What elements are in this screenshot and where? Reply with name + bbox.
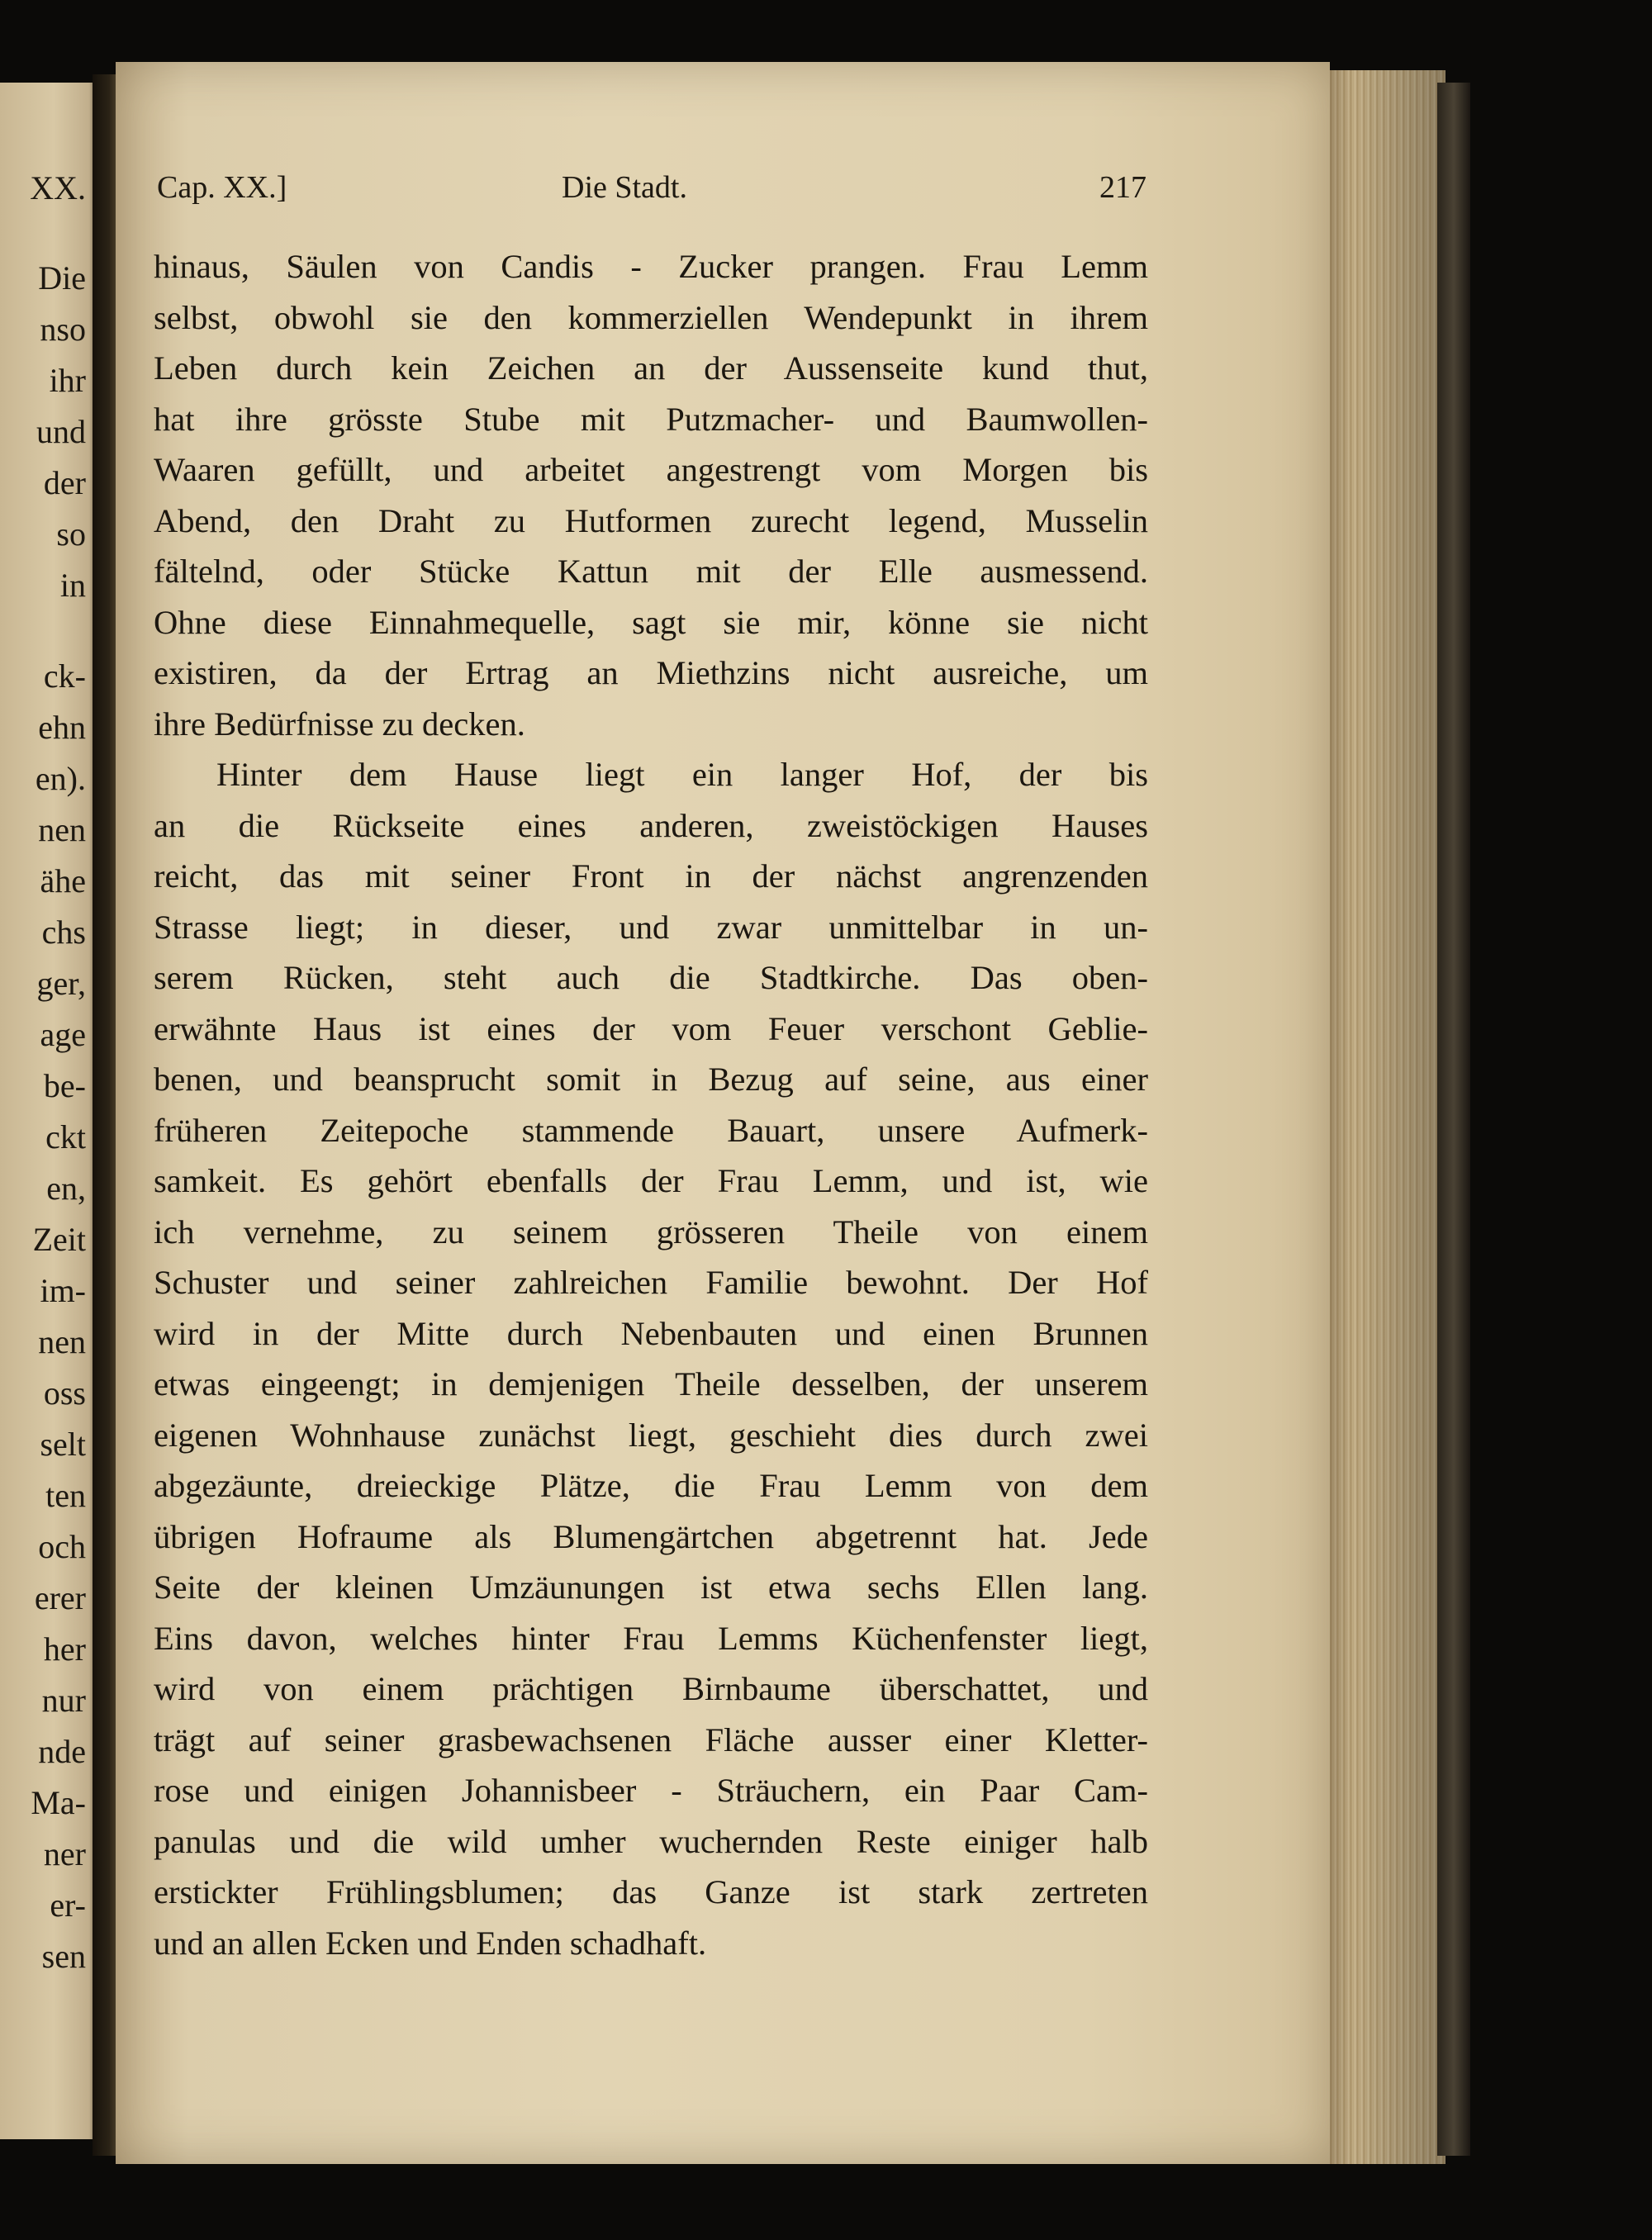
- previous-page-fragment: in: [59, 567, 86, 604]
- text-line: und an allen Ecken und Enden schadhaft.: [154, 1924, 707, 1962]
- previous-page-fragment: be-: [43, 1067, 86, 1104]
- text-line: erwähnte Haus ist eines der vom Feuer verschont Geblie-: [154, 1009, 1148, 1047]
- text-line: wird in der Mitte durch Nebenbauten und einen Brunnen: [154, 1314, 1148, 1352]
- previous-page-fragment: och: [38, 1528, 86, 1565]
- previous-page-fragment: und: [36, 413, 86, 450]
- text-line: existiren, da der Ertrag an Miethzins nicht ausreiche, um: [154, 654, 1148, 691]
- previous-page-fragment: Die: [38, 259, 86, 297]
- previous-page-fragment: so: [56, 515, 86, 553]
- text-line: früheren Zeitepoche stammende Bauart, unsere Aufmerk-: [154, 1111, 1148, 1149]
- running-header: [157, 169, 1146, 219]
- text-line: abgezäunte, dreieckige Plätze, die Frau Lemm von dem: [154, 1467, 1148, 1504]
- text-line: eigenen Wohnhause zunächst liegt, geschieht dies durch zwei: [154, 1416, 1148, 1454]
- text-line: fältelnd, oder Stücke Kattun mit der Elle ausmessend.: [154, 553, 1148, 590]
- text-line: hinaus, Säulen von Candis - Zucker prangen. Frau Lemm: [154, 248, 1148, 285]
- previous-page-fragment: ihr: [49, 362, 86, 399]
- previous-page-fragment: nde: [38, 1733, 86, 1770]
- previous-page-fragment: im-: [40, 1272, 86, 1309]
- text-line: benen, und beansprucht somit in Bezug auf seine, aus einer: [154, 1061, 1148, 1098]
- book-cover-edge: [1437, 83, 1470, 2156]
- page-block-fore-edge: [1313, 70, 1446, 2164]
- chapter-label: Cap. XX.]: [157, 170, 287, 205]
- previous-page-fragment: oss: [43, 1374, 86, 1412]
- previous-page-fragment: ckt: [45, 1118, 86, 1156]
- text-line: trägt auf seiner grasbewachsenen Fläche ausser einer Kletter-: [154, 1720, 1148, 1758]
- body-text: [154, 241, 1148, 1968]
- text-line: Hinter dem Hause liegt ein langer Hof, der bis: [216, 756, 1148, 793]
- text-line: ich vernehme, zu seinem grösseren Theile von einem: [154, 1213, 1148, 1251]
- previous-page-fragment: Ma-: [31, 1784, 86, 1821]
- text-line: reicht, das mit seiner Front in der nächst angrenzenden: [154, 857, 1148, 895]
- previous-page-fragment: nso: [40, 311, 86, 348]
- previous-page-fragment: ger,: [36, 965, 86, 1002]
- previous-page-fragment: selt: [40, 1426, 86, 1463]
- previous-page-fragment: en).: [35, 760, 86, 797]
- previous-page-fragment: nen: [38, 1323, 86, 1360]
- previous-page-fragment: ten: [45, 1477, 86, 1514]
- text-line: erstickter Frühlingsblumen; das Ganze ist stark zertreten: [154, 1873, 1148, 1910]
- text-line: Eins davon, welches hinter Frau Lemms Küchenfenster liegt,: [154, 1619, 1148, 1657]
- text-line: Abend, den Draht zu Hutformen zurecht legend, Musselin: [154, 501, 1148, 539]
- text-line: Strasse liegt; in dieser, und zwar unmittelbar in un-: [154, 908, 1148, 946]
- text-line: ihre Bedürfnisse zu decken.: [154, 705, 525, 743]
- text-line: rose und einigen Johannisbeer - Sträuchern, ein Paar Cam-: [154, 1772, 1148, 1809]
- previous-page-fragment: ähe: [40, 862, 86, 899]
- previous-page-fragment: nen: [38, 811, 86, 848]
- text-line: etwas eingeengt; in demjenigen Theile desselben, der unserem: [154, 1365, 1148, 1402]
- previous-page-fragment: ehn: [38, 709, 86, 746]
- previous-page-fragment: en,: [46, 1170, 86, 1207]
- page-number: 217: [1099, 170, 1146, 205]
- text-line: Ohne diese Einnahmequelle, sagt sie mir, könne sie nicht: [154, 603, 1148, 641]
- previous-page-fragment: erer: [34, 1579, 86, 1616]
- previous-page-fragment: er-: [50, 1886, 86, 1924]
- previous-page-edge: [0, 83, 97, 2139]
- text-line: Waaren gefüllt, und arbeitet angestrengt vom Morgen bis: [154, 451, 1148, 488]
- text-line: wird von einem prächtigen Birnbaume überschattet, und: [154, 1670, 1148, 1707]
- text-line: an die Rückseite eines anderen, zweistöckigen Hauses: [154, 806, 1148, 844]
- previous-page-fragment: nur: [41, 1682, 86, 1719]
- previous-page-fragment: chs: [41, 914, 86, 951]
- previous-page-fragment: ck-: [43, 657, 86, 695]
- previous-page-fragment: ner: [43, 1835, 86, 1872]
- previous-page-fragment: age: [40, 1016, 86, 1053]
- text-line: Leben durch kein Zeichen an der Aussenseite kund thut,: [154, 349, 1148, 387]
- text-line: serem Rücken, steht auch die Stadtkirche. Das oben-: [154, 959, 1148, 996]
- text-line: samkeit. Es gehört ebenfalls der Frau Lemm, und ist, wie: [154, 1162, 1148, 1199]
- text-line: übrigen Hofraume als Blumengärtchen abgetrennt hat. Jede: [154, 1517, 1148, 1555]
- text-line: panulas und die wild umher wuchernden Reste einiger halb: [154, 1822, 1148, 1860]
- text-line: hat ihre grösste Stube mit Putzmacher- und Baumwollen-: [154, 400, 1148, 438]
- previous-page-fragment: sen: [41, 1938, 86, 1975]
- previous-page-fragments: [30, 169, 86, 1982]
- previous-page-fragment: her: [43, 1630, 86, 1668]
- text-line: selbst, obwohl sie den kommerziellen Wendepunkt in ihrem: [154, 298, 1148, 336]
- previous-page-fragment: der: [43, 464, 86, 501]
- text-line: Schuster und seiner zahlreichen Familie bewohnt. Der Hof: [154, 1264, 1148, 1301]
- text-line: Seite der kleinen Umzäunungen ist etwa sechs Ellen lang.: [154, 1568, 1148, 1606]
- previous-page-fragment: Zeit: [32, 1221, 86, 1258]
- section-title: Die Stadt.: [562, 170, 687, 205]
- previous-page-fragment: XX.: [30, 169, 86, 206]
